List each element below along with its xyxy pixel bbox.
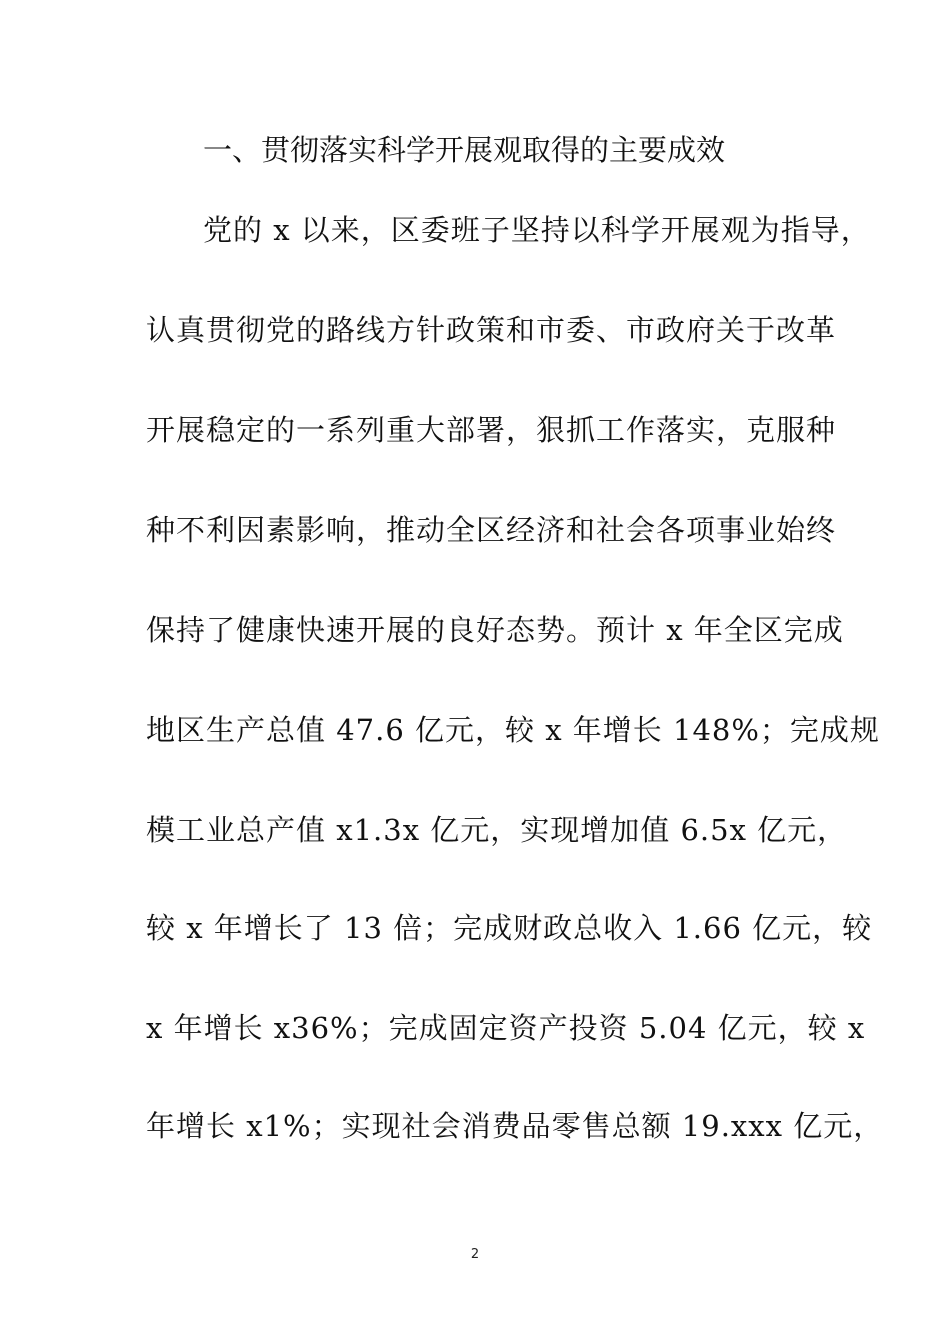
paragraph-line: 种不利因素影响，推动全区经济和社会各项事业始终: [146, 513, 837, 547]
paragraph-line: x 年增长 x36%；完成固定资产投资 5.04 亿元，较 x: [146, 1011, 866, 1045]
page-number: 2: [470, 1247, 480, 1262]
paragraph-line: 较 x 年增长了 13 倍；完成财政总收入 1.66 亿元，较: [146, 911, 873, 945]
paragraph-line: 保持了健康快速开展的良好态势。预计 x 年全区完成: [146, 613, 844, 647]
paragraph-line: 开展稳定的一系列重大部署，狠抓工作落实，克服种: [146, 413, 837, 447]
section-heading: 一、贯彻落实科学开展观取得的主要成效: [203, 133, 726, 167]
paragraph-line: 年增长 x1%；实现社会消费品零售总额 19.xxx 亿元，: [146, 1109, 884, 1143]
paragraph-line: 地区生产总值 47.6 亿元，较 x 年增长 148%；完成规: [146, 713, 880, 747]
paragraph-line: 认真贯彻党的路线方针政策和市委、市政府关于改革: [146, 313, 837, 347]
paragraph-line: 模工业总产值 x1.3x 亿元，实现增加值 6.5x 亿元，: [146, 813, 848, 847]
paragraph-line: 党的 x 以来，区委班子坚持以科学开展观为指导，: [203, 213, 871, 247]
